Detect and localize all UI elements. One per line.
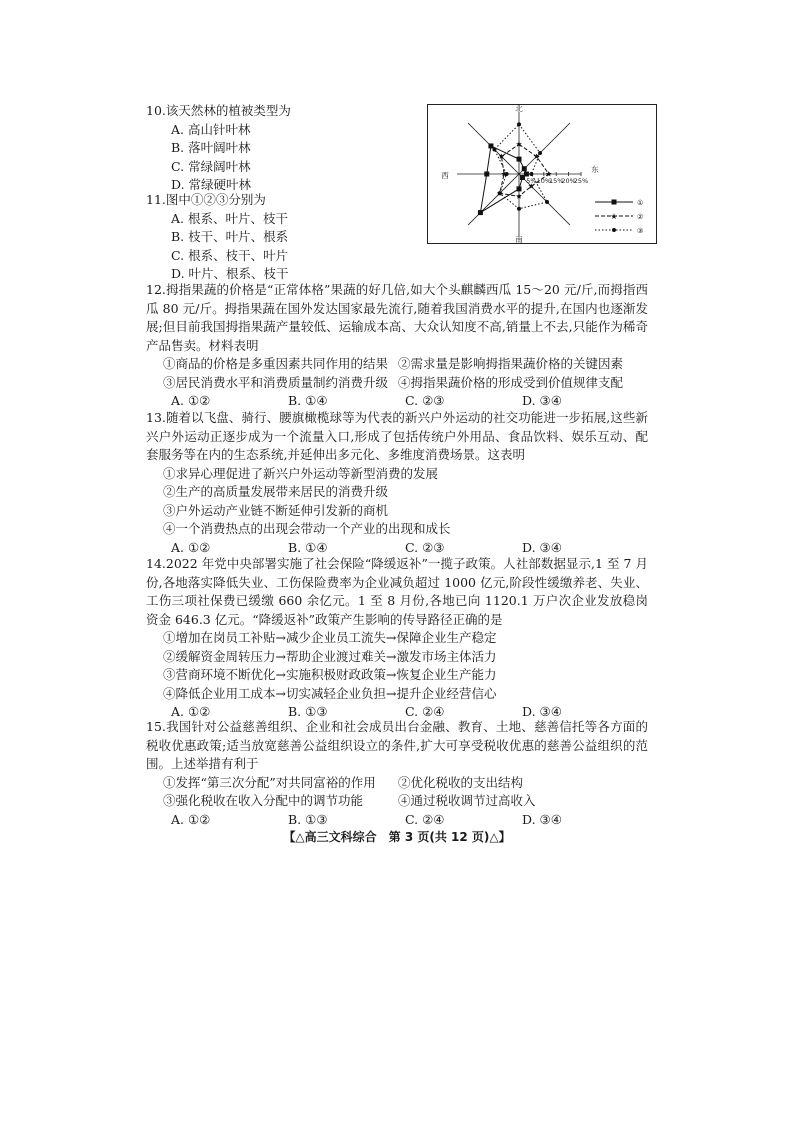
chart-tick-label: 20% bbox=[561, 177, 576, 185]
question-12-option-a: A. ①② bbox=[171, 393, 211, 408]
chart-direction-label: 北 bbox=[515, 104, 523, 113]
question-13-stem: 13.随着以飞盘、骑行、腰旗橄榄球等为代表的新兴户外运动的社交功能进一步拓展,这些新兴户外运动正逐步成为一个流量入口,形成了包括传统户外用品、食品饮料、娱乐互动、配套服务等在内的生态系统,并延伸出多元化、多维度消费场景。这表明 bbox=[146, 410, 648, 462]
question-15-stem: 15.我国针对公益慈善组织、企业和社会成员出台金融、教育、土地、慈善信托等各方面的税收优惠政策;适当放宽慈善公益组织设立的条件,扩大可享受税收优惠的慈善公益组织的范围。上述举措有利于 bbox=[146, 719, 648, 771]
question-15 bbox=[146, 718, 648, 829]
question-12-stem: 12.拇指果蔬的价格是“正常体格”果蔬的好几倍,如大个头麒麟西瓜 15～20 元/斤,而拇指西瓜 80 元/斤。拇指果蔬在国外发达国家最先流行,随着我国消费水平的提升,在国内也逐渐发展;但目前我国拇指果蔬产量较低、运输成本高、大众认知度不高,销量上不去,只能作为稀奇产品售卖。材料表明 bbox=[146, 282, 648, 353]
question-11-option-a: A. 根系、叶片、枝干 bbox=[171, 210, 288, 226]
chart-tick-label: 15% bbox=[548, 177, 564, 185]
question-12-option-c: C. ②③ bbox=[405, 393, 445, 408]
question-12-statement-2: ②需求量是影响拇指果蔬价格的关键因素 bbox=[398, 356, 624, 371]
question-10-stem: 10.该天然林的植被类型为 bbox=[146, 103, 291, 118]
question-15-statement-2: ②优化税收的支出结构 bbox=[398, 774, 524, 790]
question-14-statement-2: ②缓解资金周转压力→帮助企业渡过难关→激发市场主体活力 bbox=[163, 648, 497, 664]
chart-point-dot bbox=[505, 172, 509, 176]
question-10-option-d: D. 常绿硬叶林 bbox=[171, 177, 252, 192]
question-10-option-c: C. 常绿阔叶林 bbox=[171, 158, 251, 174]
question-13-option-d: D. ③④ bbox=[522, 539, 562, 555]
question-15-option-a: A. ①② bbox=[171, 811, 211, 827]
question-14-stem: 14.2022 年党中央部署实施了社会保险“降缓返补”一揽子政策。人社部数据显示,1 至 7 月份,各地落实降低失业、工伤保险费率为企业减负超过 1000 亿元,阶段性缓缴养老、失业、工伤三项社保费已缓缴 660 余亿元。1 至 8 月份,各地已向 1120.1 万户次企业发放稳岗资金 646.3 亿元。“降缓返补”政策产生影响的传导路径正确的是 bbox=[146, 556, 648, 627]
chart-point-dot bbox=[545, 200, 549, 204]
question-13-statement-2: ②生产的高质量发展带来居民的消费升级 bbox=[163, 484, 389, 499]
chart-point-square bbox=[488, 143, 493, 148]
question-12-option-d: D. ③④ bbox=[522, 393, 562, 408]
legend-label: ① bbox=[637, 199, 644, 207]
question-12-statement-1: ①商品的价格是多重因素共同作用的结果 bbox=[163, 356, 389, 371]
question-13-option-c: C. ②③ bbox=[405, 539, 445, 555]
legend-label: ③ bbox=[637, 227, 644, 235]
question-15-option-c: C. ②④ bbox=[405, 811, 445, 827]
chart-point-dot bbox=[517, 122, 521, 126]
page-footer: 【△高三文科综合 第 3 页(共 12 页)△】 bbox=[283, 830, 511, 844]
question-13-option-b: B. ①④ bbox=[288, 539, 328, 555]
question-14-option-c: C. ②④ bbox=[405, 704, 445, 719]
question-15-statement-4: ④通过税收调节过高收入 bbox=[398, 793, 536, 808]
chart-point-square bbox=[522, 166, 527, 171]
question-12-statement-4: ④拇指果蔬价格的形成受到价值规律支配 bbox=[398, 374, 624, 390]
question-14-option-b: B. ①③ bbox=[288, 704, 328, 719]
chart-point-dot bbox=[529, 172, 533, 176]
question-15-statement-3: ③强化税收在收入分配中的调节功能 bbox=[163, 793, 364, 808]
question-15-option-d: D. ③④ bbox=[522, 811, 562, 827]
question-12 bbox=[146, 281, 648, 411]
legend-marker-star: ★ bbox=[610, 212, 618, 221]
chart-point-square bbox=[484, 172, 489, 177]
question-13 bbox=[146, 409, 648, 557]
legend-label: ② bbox=[637, 213, 644, 221]
chart-direction-label: 南 bbox=[515, 235, 523, 244]
chart-point-dot bbox=[498, 191, 502, 195]
chart-point-dot bbox=[538, 151, 542, 155]
question-15-option-b: B. ①③ bbox=[288, 811, 328, 827]
question-13-statement-1: ①求异心理促进了新兴户外运动等新型消费的发展 bbox=[163, 465, 439, 481]
question-14-statement-4: ④降低企业用工成本→切实减轻企业负担→提升企业经营信心 bbox=[163, 685, 497, 701]
chart-direction-label: 西 bbox=[441, 171, 449, 180]
question-13-option-a: A. ①② bbox=[171, 539, 211, 555]
question-11-stem: 11.图中①②③分别为 bbox=[146, 192, 266, 207]
chart-axes bbox=[457, 112, 581, 236]
question-11-option-c: C. 根系、枝干、叶片 bbox=[171, 247, 289, 263]
question-14-statement-3: ③营商环境不断优化→实施积极财政政策→恢复企业生产能力 bbox=[163, 667, 497, 682]
chart-tick-label: 25% bbox=[573, 177, 589, 185]
question-14 bbox=[146, 555, 648, 722]
chart-point-square bbox=[517, 186, 522, 191]
question-15-statement-1: ①发挥“第三次分配”对共同富裕的作用 bbox=[163, 774, 376, 790]
question-10-option-b: B. 落叶阔叶林 bbox=[171, 140, 251, 155]
chart-point-square bbox=[478, 210, 483, 215]
chart-point-square bbox=[517, 157, 522, 162]
legend-marker-dot bbox=[612, 228, 616, 232]
chart-direction-label: 东 bbox=[591, 165, 599, 174]
question-14-option-a: A. ①② bbox=[171, 704, 211, 719]
question-11-option-d: D. 叶片、根系、枝干 bbox=[171, 266, 289, 281]
wind-rose-chart bbox=[427, 104, 657, 244]
question-14-statement-1: ①增加在岗员工补贴→减少企业员工流失→保障企业生产稳定 bbox=[163, 630, 497, 645]
chart-tick-label: 5% bbox=[526, 177, 537, 185]
chart-point-dot bbox=[492, 147, 496, 151]
question-12-option-b: B. ①④ bbox=[288, 393, 328, 408]
chart-point-square bbox=[520, 175, 525, 180]
question-10-option-a: A. 高山针叶林 bbox=[171, 121, 251, 137]
legend-marker-square bbox=[612, 200, 617, 205]
question-13-statement-4: ④一个消费热点的出现会带动一个产业的出现和成长 bbox=[163, 521, 451, 536]
chart-tick-label: 10% bbox=[536, 177, 552, 185]
question-11-option-b: B. 枝干、叶片、根系 bbox=[171, 229, 289, 244]
question-12-statement-3: ③居民消费水平和消费质量制约消费升级 bbox=[163, 374, 389, 390]
chart-point-dot bbox=[517, 207, 521, 211]
question-14-option-d: D. ③④ bbox=[522, 704, 562, 719]
question-13-statement-3: ③户外运动产业链不断延伸引发新的商机 bbox=[163, 502, 389, 518]
